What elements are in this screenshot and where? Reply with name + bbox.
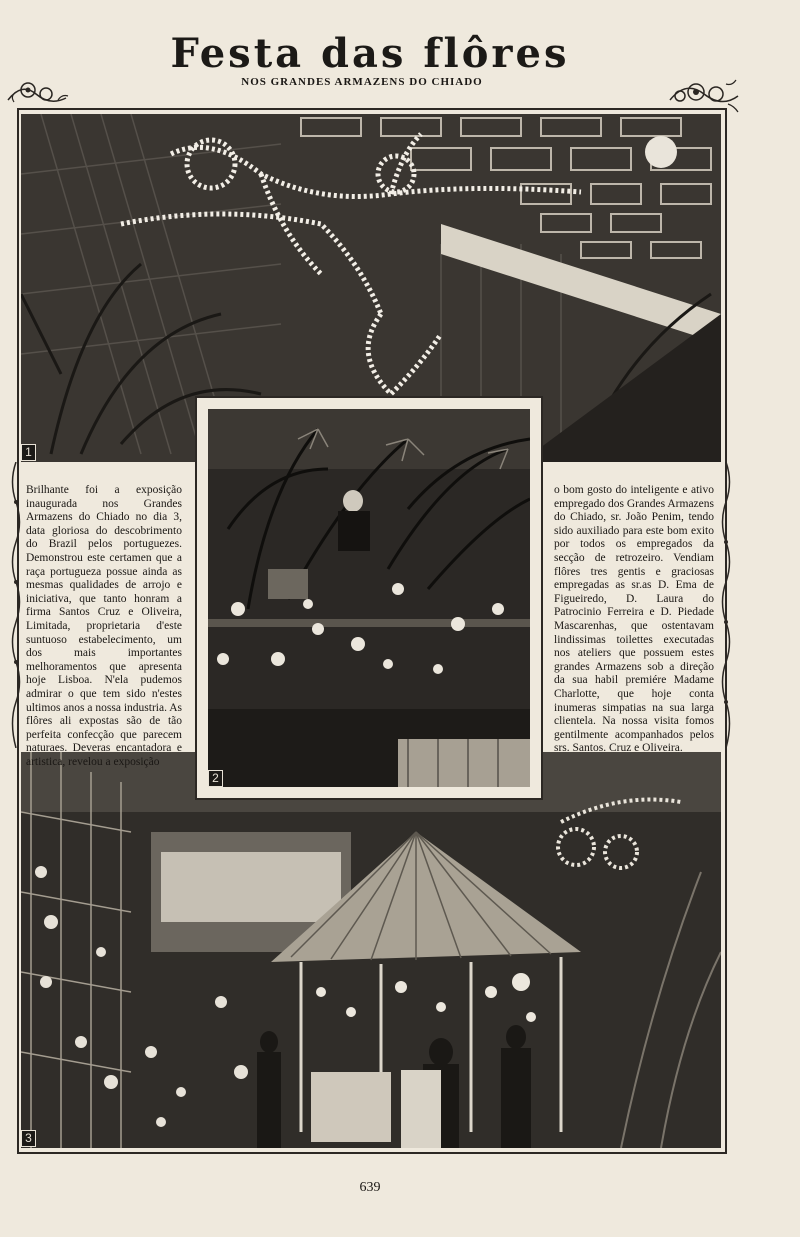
article-text-right-column: o bom gosto do inteligente e ativo empregado dos Grandes Armazens do Chiado, sr. João Penim, tendo sido auxiliado para este bom exito por todos os empregados da secção de retrozeiro. Vendiam flôres tres gentis e graciosas empregadas as sr.as D. Ema de Figueiredo, D. Laura do Patrocinio Ferreira e D. Piedade Mascarenhas, que ostentavam lindissimas toilettes executadas nos ateliers que possuem estes grandes Armazens sob a direção da sua habil premiére Madame Charlotte, que hoje conta inumeras simpatias na sua larga clientela. Na nossa visita fomos gentilmente acompanhados pelos srs. Santos. Cruz e Oliveira. <box>554 484 714 755</box>
left-vine-border <box>9 462 23 748</box>
photo-2-palms-interior <box>208 409 530 787</box>
right-vine-border <box>719 462 733 748</box>
photo-1-number: 1 <box>21 444 36 461</box>
article-text-left-column: Brilhante foi a exposição inaugurada nos Grandes Armazens do Chiado no dia 3, data gloriosa do descobrimento do Brazil pelos portuguezes. Demonstrou este certamen que a raça portugueza possue ainda as mesmas qualidades de arrojo e iniciativa, que tanto honram a firma Santos Cruz e Oliveira, Limitada, proprietaria d'este suntuoso estabelecimento, um dos mais importantes melhoramentos que apresenta hoje Lisboa. N'ela pudemos admirar o que tem sido n'estes ultimos anos a nossa industria. As flôres ali expostas são de tão perfeita confecção que parecem naturaes. Deveras encantadora e artistica, revelou a exposição <box>26 484 182 768</box>
article-title: Festa das flôres <box>170 30 570 77</box>
photo-3-number: 3 <box>21 1130 36 1147</box>
photo-2-inset-frame <box>195 396 543 800</box>
photo-2-number: 2 <box>208 770 223 787</box>
article-subtitle: NOS GRANDES ARMAZENS DO CHIADO <box>241 76 483 88</box>
page-number: 639 <box>359 1180 381 1195</box>
photo-3-flower-kiosk <box>21 752 721 1148</box>
